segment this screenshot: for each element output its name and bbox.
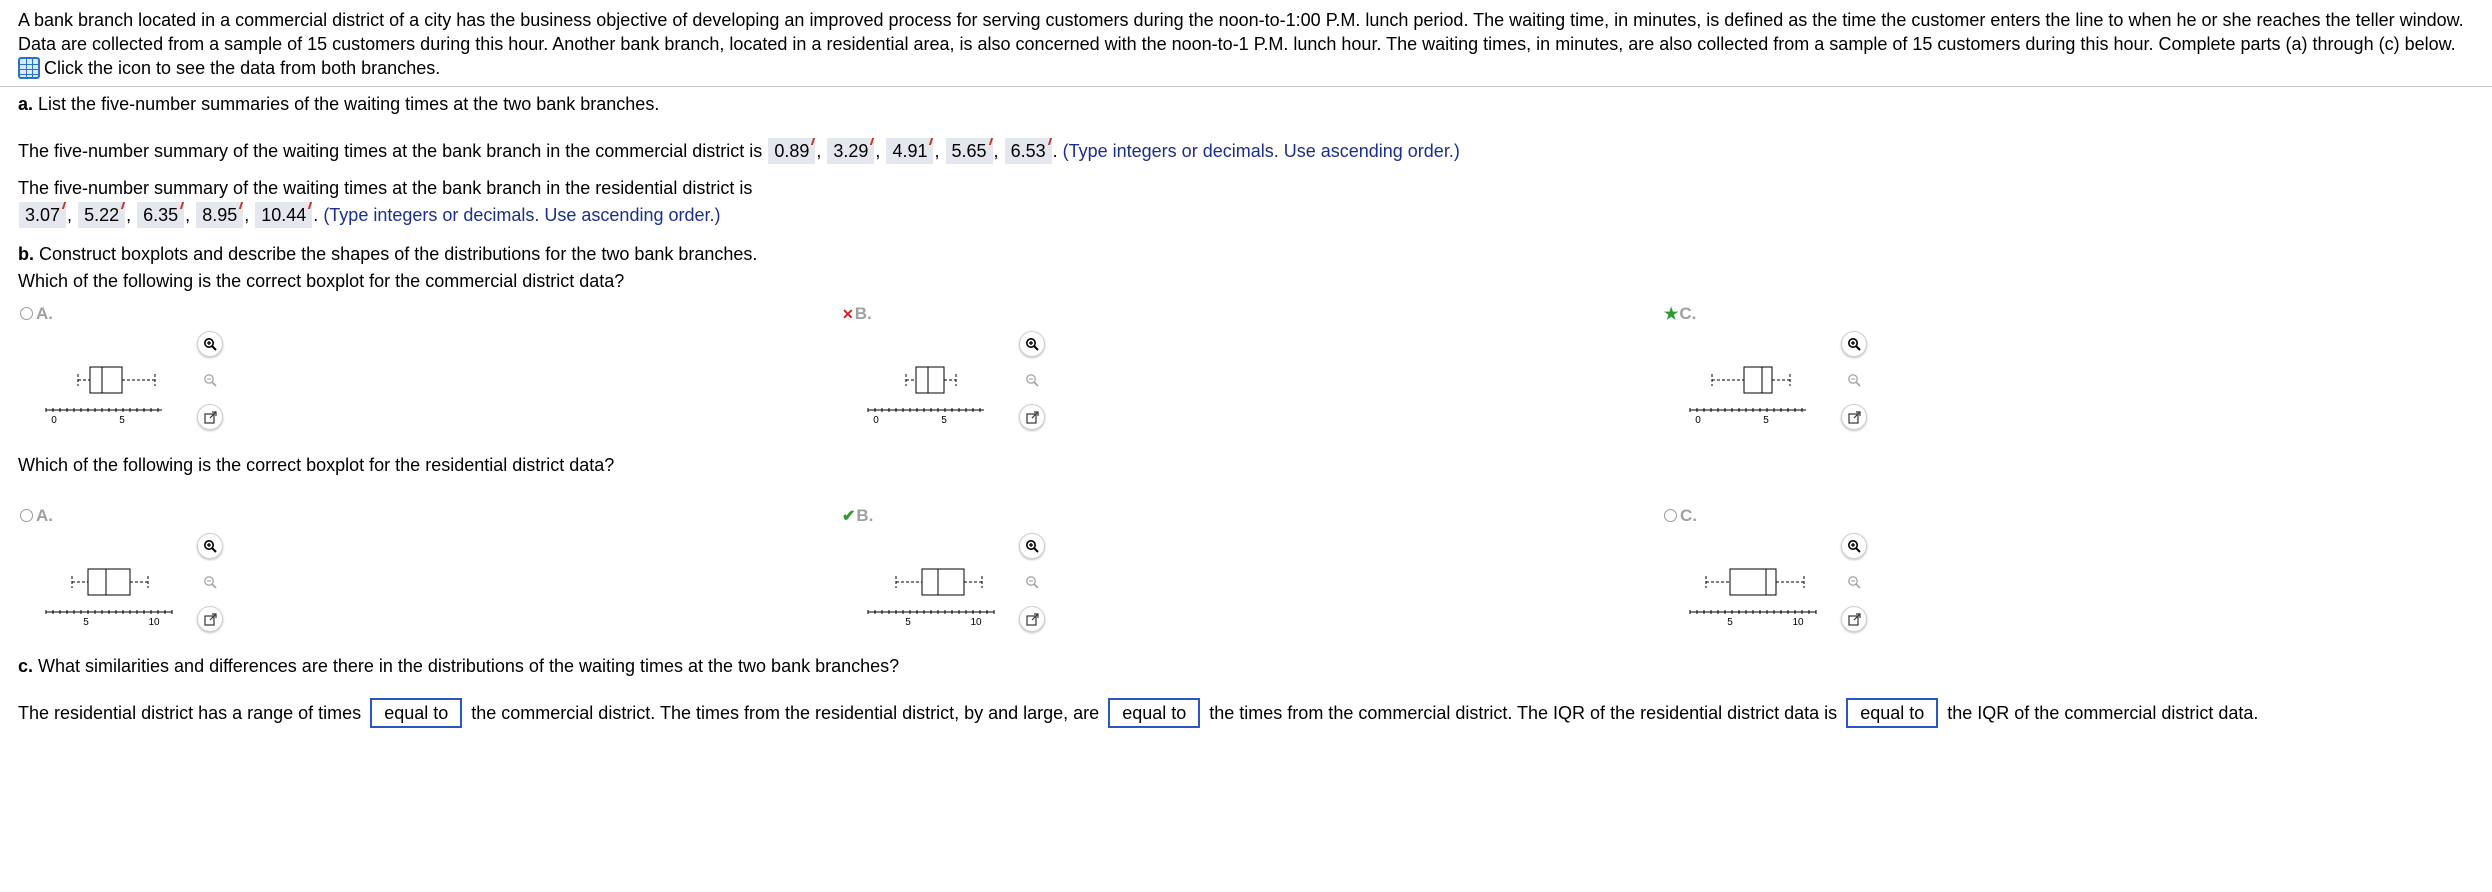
part-a-question: a. List the five-number summaries of the waiting times at the two bank branches.: [18, 94, 660, 114]
commercial-hint: (Type integers or decimals. Use ascending order.): [1062, 141, 1460, 161]
axis-tick-label: 10: [1792, 617, 1804, 628]
iqr-dropdown[interactable]: equal to: [1846, 698, 1938, 728]
residential-summary-line: 3.07 , 5.22 , 6.35 , 8.95 , 10.44 . (Type integers or decimals. Use ascending order.): [18, 202, 721, 228]
axis-tick-label: 5: [1763, 415, 1769, 426]
zoom-out-icon[interactable]: [1019, 569, 1045, 595]
popout-icon[interactable]: [1019, 606, 1045, 632]
box: [90, 367, 122, 393]
popout-icon[interactable]: [1841, 606, 1867, 632]
commercial-boxplot-question: Which of the following is the correct boxplot for the commercial district data?: [18, 271, 625, 291]
part-b-question: b. Construct boxplots and describe the shapes of the distributions for the two bank branches.: [18, 244, 758, 264]
popout-icon[interactable]: [1019, 404, 1045, 430]
popout-icon[interactable]: [197, 606, 223, 632]
x-mark-icon: ✕: [842, 306, 854, 322]
box: [1730, 569, 1776, 595]
zoom-out-icon[interactable]: [197, 367, 223, 393]
residential-boxplot-c: [1686, 560, 1826, 630]
axis-tick-label: 10: [970, 617, 982, 628]
axis-tick-label: 0: [51, 415, 57, 426]
data-link[interactable]: [18, 56, 440, 80]
zoom-out-icon[interactable]: [1841, 367, 1867, 393]
box: [1744, 367, 1772, 393]
residential-max-answer[interactable]: 10.44: [255, 202, 312, 228]
residential-option-a[interactable]: A.: [20, 506, 53, 526]
residential-min-answer[interactable]: 3.07: [19, 202, 66, 228]
axis-tick-label: 5: [83, 617, 89, 628]
zoom-in-icon[interactable]: [1841, 331, 1867, 357]
axis-tick-label: 0: [1695, 415, 1701, 426]
commercial-q1-answer[interactable]: 3.29: [827, 138, 874, 164]
residential-median-answer[interactable]: 6.35: [137, 202, 184, 228]
zoom-in-icon[interactable]: [197, 533, 223, 559]
divider: [0, 86, 2492, 87]
box: [916, 367, 944, 393]
axis-tick-label: 5: [905, 617, 911, 628]
commercial-option-b[interactable]: ✕B.: [842, 304, 872, 323]
check-mark-icon: ✔: [842, 508, 856, 525]
popout-icon[interactable]: [1841, 404, 1867, 430]
zoom-in-icon[interactable]: [1019, 331, 1045, 357]
commercial-median-answer[interactable]: 4.91: [886, 138, 933, 164]
table-icon[interactable]: [18, 57, 40, 79]
radio-icon[interactable]: [20, 509, 33, 522]
zoom-in-icon[interactable]: [197, 331, 223, 357]
commercial-max-answer[interactable]: 6.53: [1005, 138, 1052, 164]
commercial-summary-line: The five-number summary of the waiting times at the bank branch in the commercial district is 0.89 , 3.29 , 4.91 , 5.65 , 6.53 . (Type integers or decimals. Use ascending order.): [18, 138, 1460, 164]
zoom-in-icon[interactable]: [1019, 533, 1045, 559]
residential-boxplot-b: [864, 560, 1004, 630]
zoom-out-icon[interactable]: [197, 569, 223, 595]
part-c-answer-line: The residential district has a range of times equal to the commercial district. The times from the residential district, by and large, are equal to the times from the commercial district. The IQR of the residential district data is equal to the IQR of the commercial district data.: [18, 698, 2258, 728]
box: [88, 569, 130, 595]
problem-text: A bank branch located in a commercial district of a city has the business objective of developing an improved process for serving customers during the noon-to-1:00 P.M. lunch period. The waiting time, in minutes, is defined as the time the customer enters the line to when he or she reaches the teller window. Data are collected from a sample of 15 customers during this hour. Another bank branch, located in a residential area, is also concerned with the noon-to-1 P.M. lunch hour. The waiting times, in minutes, are also collected from a sample of 15 customers during this hour. Complete parts (a) through (c) below.: [18, 10, 2464, 54]
zoom-in-icon[interactable]: [1841, 533, 1867, 559]
residential-boxplot-question: Which of the following is the correct boxplot for the residential district data?: [18, 455, 615, 475]
star-mark-icon: ★: [1664, 306, 1679, 323]
residential-option-c[interactable]: C.: [1664, 506, 1697, 526]
commercial-q3-answer[interactable]: 5.65: [946, 138, 993, 164]
zoom-out-icon[interactable]: [1019, 367, 1045, 393]
commercial-boxplot-b: [864, 358, 994, 428]
axis-tick-label: 10: [148, 617, 160, 628]
residential-q1-answer[interactable]: 5.22: [78, 202, 125, 228]
axis-tick-label: 5: [119, 415, 125, 426]
popout-icon[interactable]: [197, 404, 223, 430]
axis-tick-label: 0: [873, 415, 879, 426]
residential-option-b[interactable]: ✔B.: [842, 506, 874, 525]
residential-boxplot-a: [42, 560, 182, 630]
radio-icon[interactable]: [1664, 509, 1677, 522]
problem-statement: [18, 8, 2478, 85]
residential-hint: (Type integers or decimals. Use ascending order.): [323, 205, 721, 225]
part-c-question: c. What similarities and differences are there in the distributions of the waiting times at the two bank branches?: [18, 656, 900, 676]
commercial-option-c[interactable]: ★C.: [1664, 304, 1697, 323]
radio-icon[interactable]: [20, 307, 33, 320]
range-dropdown[interactable]: equal to: [370, 698, 462, 728]
times-dropdown[interactable]: equal to: [1108, 698, 1200, 728]
commercial-min-answer[interactable]: 0.89: [768, 138, 815, 164]
box: [922, 569, 964, 595]
axis-tick-label: 5: [1727, 617, 1733, 628]
residential-q3-answer[interactable]: 8.95: [196, 202, 243, 228]
axis-tick-label: 5: [941, 415, 947, 426]
data-link-label[interactable]: Click the icon to see the data from both branches.: [44, 58, 441, 78]
commercial-boxplot-a: [42, 358, 172, 428]
zoom-out-icon[interactable]: [1841, 569, 1867, 595]
commercial-boxplot-c: [1686, 358, 1816, 428]
residential-summary-prefix: The five-number summary of the waiting times at the bank branch in the residential district is: [18, 178, 753, 198]
commercial-option-a[interactable]: A.: [20, 304, 53, 324]
